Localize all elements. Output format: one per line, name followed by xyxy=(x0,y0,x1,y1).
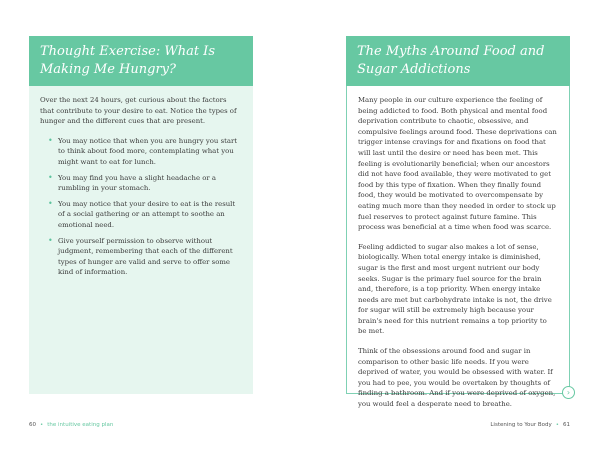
list-item-text: Give yourself permission to observe without judgment, remembering that each of the different types of hunger are valid and serve to offer some kind of information. xyxy=(58,236,233,277)
bullet-icon: • xyxy=(48,172,53,182)
list-item-text: You may notice that your desire to eat is the result of a social gathering or an attempt to soothe an emotional need. xyxy=(58,199,236,229)
thought-exercise-body xyxy=(29,86,253,278)
right-page-footer xyxy=(490,422,570,428)
list-item xyxy=(40,199,241,231)
myths-paragraph: Many people in our culture experience the feeling of being addicted to food. Both physical and mental food deprivation contribute to chaotic, obsessive, and compulsive feelings around food. These deprivations can trigger intense cravings for and fixations on food that will last until the desire or need has been met. This feeling is evolutionarily beneficial; when our ancestors did not have food available, they were motivated to get food by this type of fixation. When they finally found food, they would be motivated to overcompensate by eating much more than they needed in order to stock up fuel reserves to protect against future famine. This process was beneficial at a time when food was scarce. xyxy=(358,96,557,232)
thought-exercise-list xyxy=(40,136,241,278)
bullet-icon: • xyxy=(48,135,53,145)
chevron-right-icon[interactable]: › xyxy=(562,386,575,399)
footer-separator: • xyxy=(40,422,44,428)
thought-exercise-box xyxy=(29,36,253,394)
page-number: 61 xyxy=(563,422,570,428)
list-item-text: You may notice that when you are hungry you start to think about food more, contemplating what you might want to eat for lunch. xyxy=(58,136,238,166)
list-item xyxy=(40,136,241,168)
section-title: Listening to Your Body xyxy=(490,422,552,428)
myths-body xyxy=(347,86,569,410)
list-item xyxy=(40,236,241,278)
bullet-icon: • xyxy=(48,235,53,245)
left-page-footer xyxy=(29,422,113,428)
list-item-text: You may find you have a slight headache or a rumbling in your stomach. xyxy=(58,173,216,193)
page-number: 60 xyxy=(29,422,36,428)
footer-separator: • xyxy=(555,422,559,428)
thought-exercise-title: Thought Exercise: What Is Making Me Hungry? xyxy=(29,36,253,86)
list-item xyxy=(40,173,241,194)
book-title: the intuitive eating plan xyxy=(47,422,114,428)
bullet-icon: • xyxy=(48,198,53,208)
myths-title: The Myths Around Food and Sugar Addictions xyxy=(346,36,570,86)
myths-paragraph: Think of the obsessions around food and sugar in comparison to other basic life needs. If you were deprived of water, you would be obsessed with water. If you had to pee, you would be overtaken by thoughts of finding a bathroom. And if you were deprived of oxygen, you would feel a desperate need to breathe. xyxy=(358,347,556,409)
myths-box xyxy=(346,36,570,409)
thought-exercise-intro: Over the next 24 hours, get curious about the factors that contribute to your desire to eat. Notice the types of hunger and the different cues that are present. xyxy=(40,96,237,126)
myths-paragraph: Feeling addicted to sugar also makes a lot of sense, biologically. When total energy intake is diminished, sugar is the first and most urgent nutrient our body seeks. Sugar is the primary fuel source for the brain and, therefore, is a top priority. When energy intake needs are met but carbohydrate intake is not, the drive for sugar will still be extremely high because your brain's need for this nutrient remains a top priority to be met. xyxy=(358,242,552,336)
